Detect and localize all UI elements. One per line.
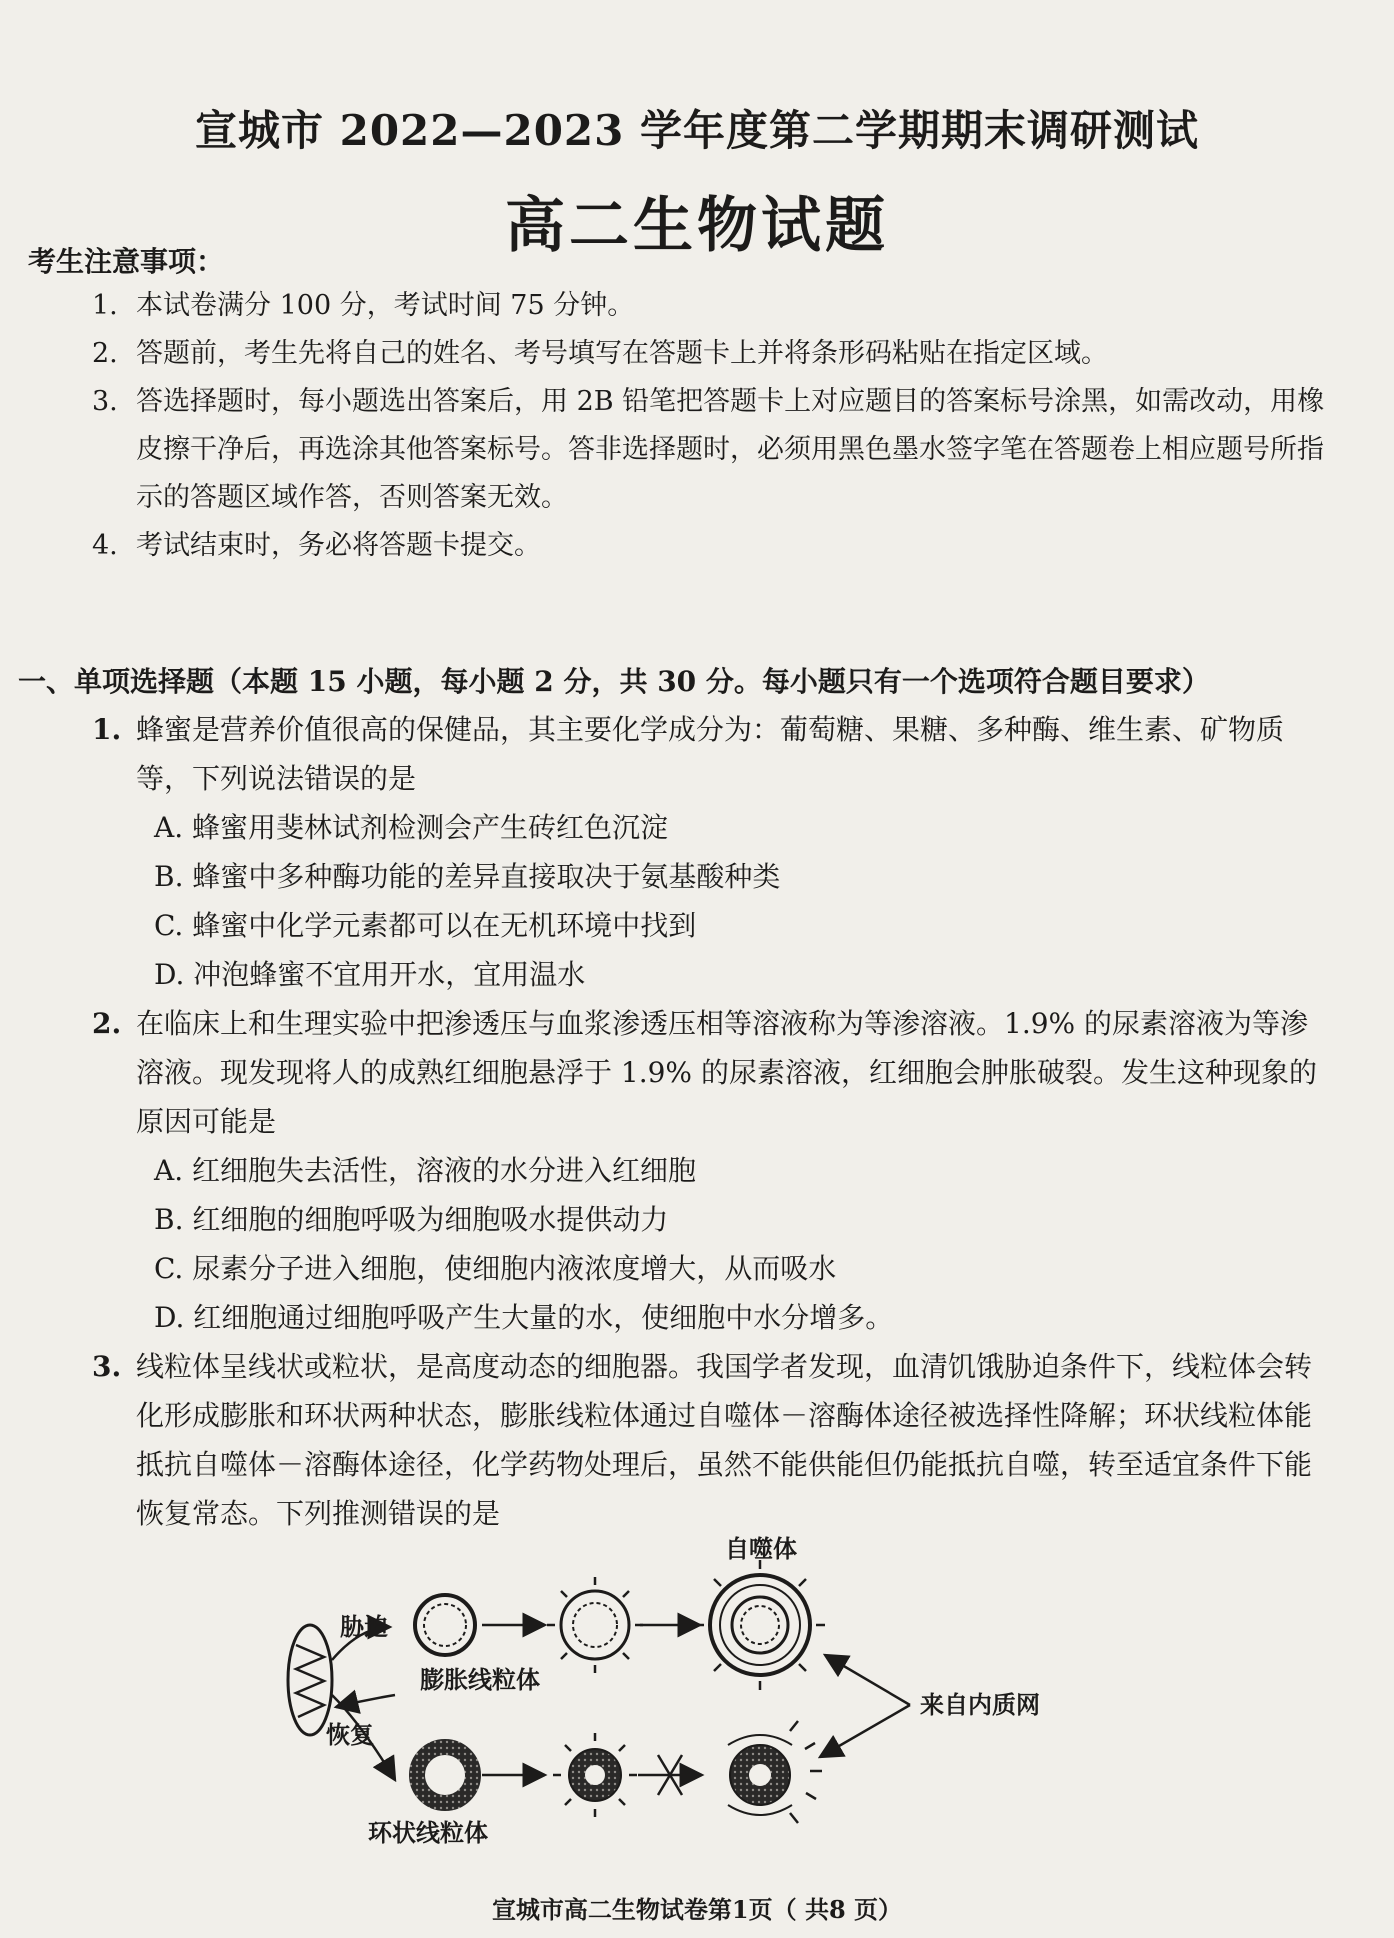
option-b: B. 蜂蜜中多种酶功能的差异直接取决于氨基酸种类 <box>154 860 781 893</box>
notice-item <box>92 282 1332 330</box>
question-number: 3. <box>92 1350 122 1383</box>
option-d: D. 红细胞通过细胞呼吸产生大量的水，使细胞中水分增多。 <box>154 1301 894 1334</box>
diagram-svg <box>270 1535 1170 1865</box>
page-footer: 宣城市高二生物试卷第1页（ 共8 页） <box>491 1895 903 1924</box>
er-label: 来自内质网 <box>920 1690 1040 1719</box>
swollen-mitochondrion-icon <box>415 1595 475 1655</box>
notice-item <box>92 378 1332 522</box>
ring-phagophore-icon <box>553 1733 637 1817</box>
stress-label: 胁迫 <box>340 1612 388 1641</box>
ring-mitochondrion-icon <box>417 1747 473 1803</box>
question-list <box>92 705 1332 1538</box>
autophagosome-label: 自噬体 <box>725 1535 797 1563</box>
notice-item <box>92 522 1332 570</box>
section-heading: 一、单项选择题（本题 15 小题，每小题 2 分，共 30 分。每小题只有一个选项符合题目要求） <box>18 665 1210 698</box>
er-arrow-lower <box>820 1705 910 1757</box>
notice-text: 答选择题时，每小题选出答案后，用 2B 铅笔把答题卡上对应题目的答案标号涂黑，如需改动，用橡皮擦干净后，再选涂其他答案标号。答非选择题时，必须用黑色墨水签字笔在答题卷上相应题号所指示的答题区域作答，否则答案无效。 <box>136 386 1325 513</box>
notice-text: 答题前，考生先将自己的姓名、考号填写在答题卡上并将条形码粘贴在指定区域。 <box>136 338 1108 369</box>
question-3 <box>92 1342 1332 1538</box>
recover-arrow <box>336 1695 395 1707</box>
option-d: D. 冲泡蜂蜜不宜用开水，宜用温水 <box>154 958 586 991</box>
notice-text: 本试卷满分 100 分，考试时间 75 分钟。 <box>136 290 635 321</box>
recover-label: 恢复 <box>326 1720 374 1749</box>
mitochondria-diagram <box>270 1535 1170 1865</box>
question-2 <box>92 999 1332 1342</box>
question-stem: 在临床上和生理实验中把渗透压与血浆渗透压相等溶液称为等渗溶液。1.9% 的尿素溶液为等渗溶液。现发现将人的成熟红细胞悬浮于 1.9% 的尿素溶液，红细胞会肿胀破裂。发生这种现象的原因可能是 <box>136 1007 1317 1138</box>
mitochondrion-icon <box>288 1625 332 1735</box>
phagophore-icon <box>547 1577 643 1673</box>
exam-subject-title: 高二生物试题 <box>505 191 889 261</box>
autophagosome-icon <box>695 1560 825 1690</box>
swollen-label: 膨胀线粒体 <box>420 1665 540 1694</box>
notice-number: 1. <box>92 290 118 321</box>
notice-number: 2. <box>92 338 118 369</box>
exam-title: 宣城市 2022—2023 学年度第二学期期末调研测试 <box>194 106 1200 155</box>
option-a: A. 蜂蜜用斐林试剂检测会产生砖红色沉淀 <box>154 811 669 844</box>
question-stem: 线粒体呈线状或粒状，是高度动态的细胞器。我国学者发现，血清饥饿胁迫条件下，线粒体会转化形成膨胀和环状两种状态，膨胀线粒体通过自噬体－溶酶体途径被选择性降解；环状线粒体能抵抗自噬体－溶酶体途径，化学药物处理后，虽然不能供能但仍能抵抗自噬，转至适宜条件下能恢复常态。下列推测错误的是 <box>136 1350 1313 1530</box>
option-a: A. 红细胞失去活性，溶液的水分进入红细胞 <box>154 1154 697 1187</box>
notice-text: 考试结束时，务必将答题卡提交。 <box>136 530 541 561</box>
notice-number: 4. <box>92 530 118 561</box>
option-c: C. 尿素分子进入细胞，使细胞内液浓度增大，从而吸水 <box>154 1252 837 1285</box>
question-number: 1. <box>92 713 122 746</box>
notice-number: 3. <box>92 386 118 417</box>
ring-autophagosome-icon <box>728 1721 822 1823</box>
question-stem: 蜂蜜是营养价值很高的保健品，其主要化学成分为：葡萄糖、果糖、多种酶、维生素、矿物质等，下列说法错误的是 <box>136 713 1285 795</box>
notice-heading: 考生注意事项： <box>28 245 225 278</box>
er-arrow-upper <box>825 1655 910 1705</box>
notice-item <box>92 330 1332 378</box>
notice-list <box>92 282 1332 570</box>
question-1 <box>92 705 1332 999</box>
ring-label: 环状线粒体 <box>368 1818 488 1847</box>
question-number: 2. <box>92 1007 122 1040</box>
option-b: B. 红细胞的细胞呼吸为细胞吸水提供动力 <box>154 1203 669 1236</box>
option-c: C. 蜂蜜中化学元素都可以在无机环境中找到 <box>154 909 697 942</box>
